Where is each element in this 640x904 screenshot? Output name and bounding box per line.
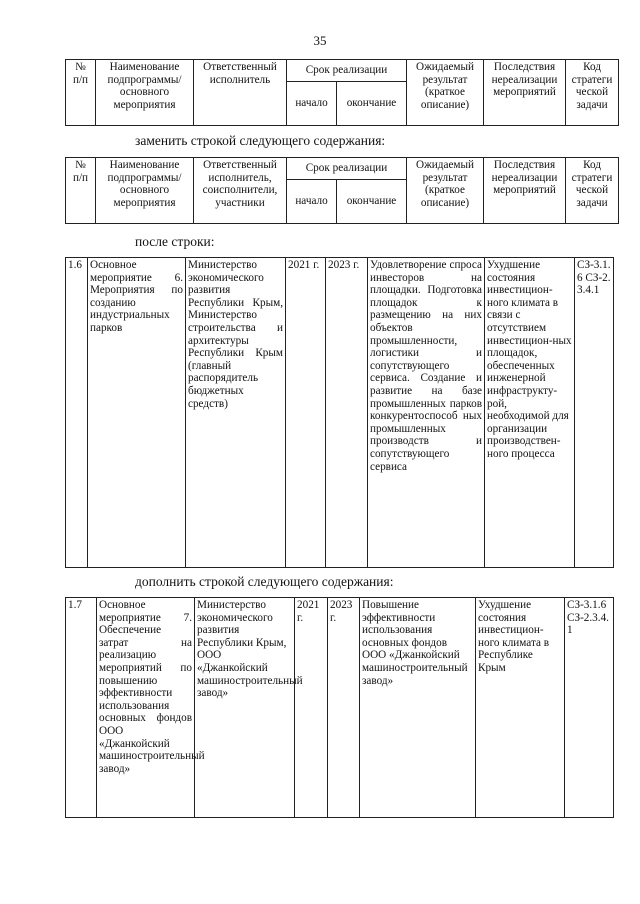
row-1-6-end: 2023 г. bbox=[326, 258, 368, 568]
row-1-7-code: СЗ-3.1.6 СЗ-2.3.4.1 bbox=[565, 598, 614, 818]
header-responsible: Ответственный исполнитель, соисполнители, участники bbox=[194, 158, 287, 224]
header-code: Код стратеги ческой задачи bbox=[566, 158, 619, 224]
header-consequences: Последствия нереализации мероприятий bbox=[484, 60, 566, 126]
header-start: начало bbox=[287, 82, 337, 126]
header-consequences: Последствия нереализации мероприятий bbox=[484, 158, 566, 224]
header-num: № п/п bbox=[66, 158, 96, 224]
row-1-6-start: 2021 г. bbox=[286, 258, 326, 568]
instruction-after: после строки: bbox=[135, 234, 215, 249]
row-1-6-result: Удовлетворение спроса инвесторов на площадки. Подготовка площадок к размещению на них объектов промышленности, логистики и сопутствующего сервиса. Создание и развитие на базе промышленных парков конкурентоспособ ных промышленных производств и сопутствующего сервиса bbox=[368, 258, 485, 568]
row-1-6-code: СЗ-3.1.6 СЗ-2.3.4.1 bbox=[575, 258, 614, 568]
header-term: Срок реализации bbox=[287, 60, 407, 82]
header-name: Наименование подпрограммы/ основного мероприятия bbox=[96, 60, 194, 126]
row-1-6-name: Основное мероприятие 6. Мероприятия по созданию индустриальных парков bbox=[88, 258, 186, 568]
row-1-7-consequences: Ухудшение состояния инвестицион-ного климата в Республике Крым bbox=[476, 598, 565, 818]
header-responsible: Ответственный исполнитель bbox=[194, 60, 287, 126]
row-1-6-responsible: Министерство экономического развития Республики Крым, Министерство строительства и архитектуры Республики Крым (главный распорядитель бюджетных средств) bbox=[186, 258, 286, 568]
header-table-new bbox=[65, 157, 619, 224]
page-number: 35 bbox=[313, 33, 327, 48]
row-1-6-table bbox=[65, 257, 614, 568]
header-name: Наименование подпрограммы/ основного мероприятия bbox=[96, 158, 194, 224]
header-code: Код стратеги ческой задачи bbox=[566, 60, 619, 126]
row-1-7-num: 1.7 bbox=[66, 598, 97, 818]
row-1-7-end: 2023 г. bbox=[328, 598, 360, 818]
row-1-7-table bbox=[65, 597, 614, 818]
header-num: № п/п bbox=[66, 60, 96, 126]
header-end: окончание bbox=[337, 82, 407, 126]
header-start: начало bbox=[287, 180, 337, 224]
row-1-7-name: Основное мероприятие 7. Обеспечение затрат на реализацию мероприятий по повышению эффективности использования основных фондов ООО «Джанкойский машиностроительный завод» bbox=[97, 598, 195, 818]
row-1-6-num: 1.6 bbox=[66, 258, 88, 568]
header-end: окончание bbox=[337, 180, 407, 224]
header-table-old bbox=[65, 59, 619, 126]
header-result: Ожидаемый результат (краткое описание) bbox=[407, 158, 484, 224]
header-result: Ожидаемый результат (краткое описание) bbox=[407, 60, 484, 126]
instruction-replace: заменить строкой следующего содержания: bbox=[135, 133, 386, 148]
row-1-7-result: Повышение эффективности использования основных фондов ООО «Джанкойский машиностроительный завод» bbox=[360, 598, 476, 818]
instruction-add: дополнить строкой следующего содержания: bbox=[135, 574, 394, 589]
row-1-7-start: 2021 г. bbox=[295, 598, 328, 818]
row-1-6-consequences: Ухудшение состояния инвестицион-ного климата в связи с отсутствием инвестицион-ных площадок, обеспеченных инженерной инфраструкту-рой, необходимой для организации производствен-ного процесса bbox=[485, 258, 575, 568]
header-term: Срок реализации bbox=[287, 158, 407, 180]
row-1-7-responsible: Министерство экономического развития Республики Крым, ООО «Джанкойский машиностроительный завод» bbox=[195, 598, 295, 818]
